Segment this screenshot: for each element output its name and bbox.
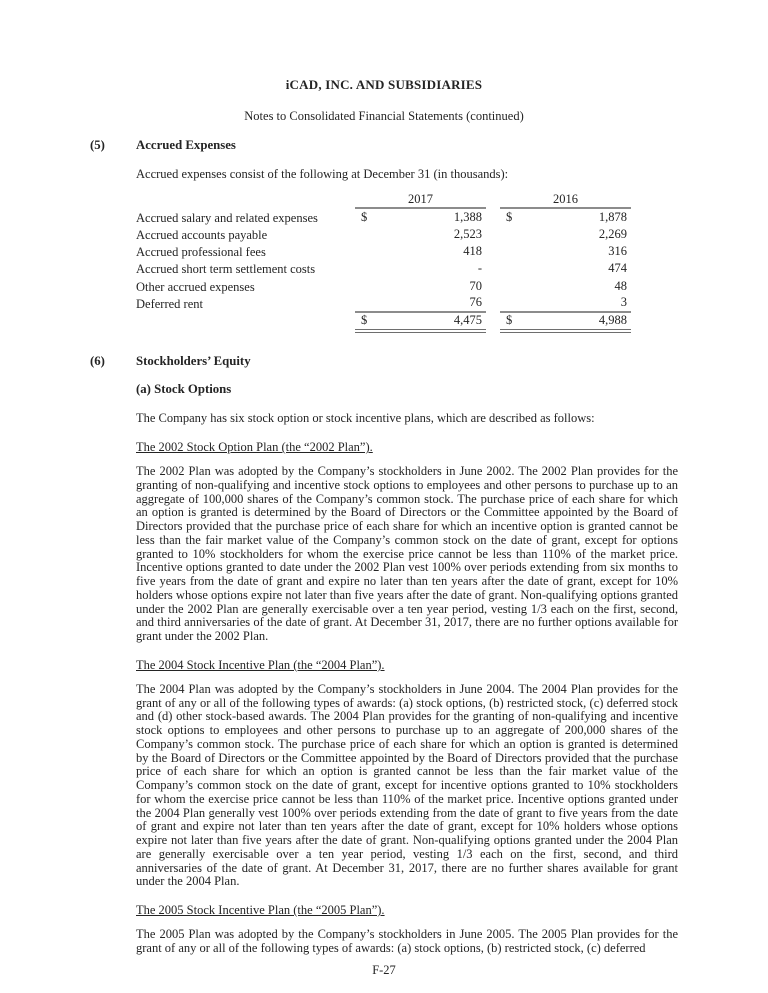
plan-2005-paragraph: The 2005 Plan was adopted by the Company’s stockholders in June 2005. The 2005 Plan provides for the grant of any or all of the following types of awards: (a) stock options, (b) restricted stock, (c) deferred: [136, 927, 678, 955]
plan-2002-heading: The 2002 Stock Option Plan (the “2002 Plan”).: [136, 440, 373, 455]
row-value-2016: 474: [608, 261, 627, 276]
plan-2004-paragraph: The 2004 Plan was adopted by the Company’s stockholders in June 2004. The 2004 Plan provides for the grant of any or all of the following types of awards: (a) stock options, (b) restricted stock, (c) deferred stock and (d) other stock-based awards. The 2004 Plan provides for the granting of non-qualifying and incentive stock options to employees and other persons to purchase up to an aggregate of 200,000 shares of the Company’s common stock. The purchase price of each share for which an option is granted is determined by the Board of Directors or the Committee appointed by the Board of Directors provided that the purchase price of each share for which an option is granted cannot be less than the fair market value of the Company’s common stock on the date of grant, except for incentive options granted to 10% stockholders for whom the exercise price cannot be less than 110% of the market price. Incentive options granted under the 2004 Plan generally vest 100% over periods extending from the date of grant to five years from the date of grant and expire not later than ten years after the date of grant, except for 10% holders whose options expire not later than five years after the date of grant. Non-qualifying options granted under the 2004 Plan are generally exercisable over a ten year period, vesting 1/3 each on the first, second, and third anniversaries of the date of grant. At December 31, 2017, there are no further shares available for grant under the 2004 Plan.: [136, 681, 678, 889]
table-total-row: [136, 312, 631, 331]
plan-2004-heading: The 2004 Stock Incentive Plan (the “2004 Plan”).: [136, 657, 385, 672]
table-row: [136, 243, 631, 260]
row-label: Deferred rent: [136, 297, 203, 312]
section-5-heading: Accrued Expenses: [136, 138, 236, 152]
section-6-number: (6): [90, 354, 105, 369]
column-header-2016: 2016: [500, 191, 631, 208]
row-value-2017: -: [477, 261, 482, 276]
table-row: [136, 226, 631, 243]
row-value-2016: 48: [614, 278, 627, 293]
accrued-intro-text: Accrued expenses consist of the following at December 31 (in thousands):: [136, 167, 509, 181]
total-value-2017: 4,475: [453, 313, 482, 328]
row-value-2017: 2,523: [453, 226, 482, 241]
table-row: [136, 295, 631, 312]
row-value-2016: 1,878: [598, 209, 627, 224]
row-label: Accrued accounts payable: [136, 227, 268, 242]
row-value-2017: 418: [463, 244, 482, 259]
row-label: Accrued short term settlement costs: [136, 262, 316, 277]
accrued-expenses-table: [136, 191, 631, 333]
row-value-2017: 70: [469, 278, 482, 293]
row-label: Accrued professional fees: [136, 245, 266, 260]
section-5-number: (5): [90, 138, 105, 152]
row-label: Other accrued expenses: [136, 279, 255, 294]
section-5-heading-row: [90, 138, 678, 153]
section-6-heading: Stockholders’ Equity: [136, 354, 251, 369]
page-title: iCAD, INC. AND SUBSIDIARIES: [285, 77, 483, 92]
equity-intro-text: The Company has six stock option or stock incentive plans, which are described as follows:: [136, 411, 595, 426]
total-value-2016: 4,988: [598, 313, 627, 328]
currency-symbol: $: [506, 209, 513, 224]
currency-symbol: $: [506, 313, 513, 328]
currency-symbol: $: [361, 209, 368, 224]
table-row: [136, 260, 631, 277]
row-value-2016: 3: [620, 295, 627, 310]
row-value-2017: 76: [469, 295, 482, 310]
plan-2002-paragraph: The 2002 Plan was adopted by the Company’s stockholders in June 2002. The 2002 Plan provides for the granting of non-qualifying and incentive stock options to employees and other persons to purchase up to an aggregate of 100,000 shares of the Company’s common stock. The purchase price of each share for which an option is granted is determined by the Board of Directors or the Committee appointed by the Board of Directors provided that the purchase price of each share for which an incentive option is granted cannot be less than the fair market value of the Company’s common stock on the date of grant, except for options granted to 10% stockholders for whom the exercise price cannot be less than 110% of the market price. Incentive options granted to date under the 2002 Plan vest 100% over periods extending from six months to five years from the date of grant and expire no later than ten years after the date of grant, except for 10% holders whose options expire not later than five years after the date of grant. Non-qualifying options granted under the 2002 Plan are generally exercisable over a ten year period, vesting 1/3 each on the first, second, and third anniversaries of the date of grant. At December 31, 2017, there are no further options available for grant under the 2002 Plan.: [136, 464, 678, 644]
row-label: Accrued salary and related expenses: [136, 210, 318, 225]
plan-2005-heading: The 2005 Stock Incentive Plan (the “2005 Plan”).: [136, 903, 385, 918]
row-value-2016: 2,269: [598, 226, 627, 241]
page-footer: F-27: [372, 962, 396, 977]
row-value-2016: 316: [608, 244, 627, 259]
table-row: [136, 277, 631, 294]
column-header-2017: 2017: [355, 191, 486, 208]
table-header-row: [136, 191, 631, 208]
stock-options-subheading: (a) Stock Options: [136, 382, 232, 397]
table-row: [136, 208, 631, 225]
page-subtitle: Notes to Consolidated Financial Statements (continued): [244, 109, 524, 123]
currency-symbol: $: [361, 313, 368, 328]
section-6-heading-row: [90, 354, 678, 369]
row-value-2017: 1,388: [453, 209, 482, 224]
